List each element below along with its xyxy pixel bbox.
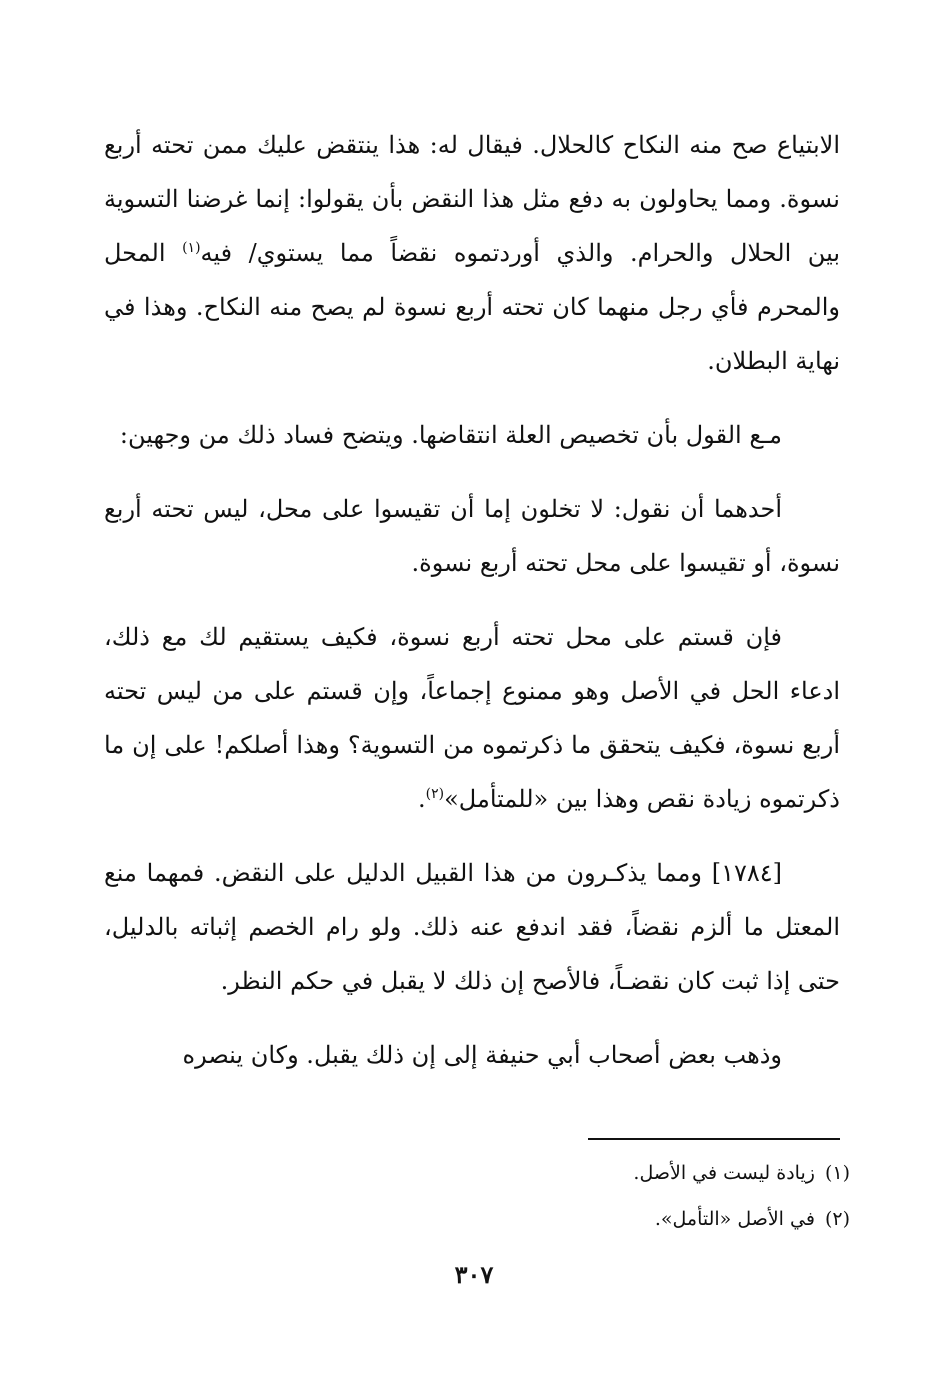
footnote-ref-1: (١) bbox=[182, 240, 201, 256]
footnote-ref-2: (٢) bbox=[425, 786, 445, 802]
footnote-1-text: زيادة ليست في الأصل. bbox=[633, 1162, 815, 1184]
paragraph-2-text: مـع القول بأن تخصيص العلة انتقاضها. ويتضح فساد ذلك من وجهين: bbox=[119, 421, 782, 449]
paragraph-1-text: الابتياع صح منه النكاح كالحلال. فيقال له: هذا ينتقض عليك ممن تحته أربع نسوة. ومما يحاولون به دفع مثل هذا النقض بأن يقولوا: إنما غرضنا التسوية بين الحلال والحرام. والذي أوردتموه نقضاً مما يستوي/ فيه bbox=[104, 131, 840, 267]
paragraph-3-text: أحدهما أن نقول: لا تخلون إما أن تقيسوا على محل، ليس تحته أربع نسوة، أو تقيسوا على محل تحته أربع نسوة. bbox=[104, 495, 840, 577]
footnote-1-number: (١) bbox=[824, 1162, 850, 1184]
paragraph-3 bbox=[104, 482, 840, 590]
footnote-2-number: (٢) bbox=[824, 1208, 850, 1230]
paragraph-4 bbox=[104, 610, 840, 826]
paragraph-6-text: وذهب بعض أصحاب أبي حنيفة إلى إن ذلك يقبل. وكان ينصره bbox=[182, 1041, 782, 1069]
paragraph-4-text: فإن قستم على محل تحته أربع نسوة، فكيف يستقيم لك مع ذلك، ادعاء الحل في الأصل وهو ممنوع إجماعاً، وإن قستم على من ليس تحته أربع نسوة، فكيف يتحقق ما ذكرتموه من التسوية؟ وهذا أصلكم! على إن ما ذكرتموه زيادة نقص وهذا بين «للمتأمل» bbox=[104, 623, 840, 813]
footnote-2 bbox=[104, 1196, 850, 1242]
footnotes bbox=[104, 1150, 850, 1242]
paragraph-5 bbox=[104, 846, 840, 1008]
footnote-1 bbox=[104, 1150, 850, 1196]
paragraph-2 bbox=[104, 408, 840, 462]
paragraph-5-text: [١٧٨٤] ومما يذكـرون من هذا القبيل الدليل على النقض. فمهما منع المعتل ما ألزم نقضاً، فقد اندفع عنه ذلك. ولو رام الخصم إثباته بالدليل، حتى إذا ثبت كان نقضـاً، فالأصح إن ذلك لا يقبل في حكم النظر. bbox=[104, 859, 840, 995]
main-text bbox=[104, 118, 840, 1102]
footnote-2-text: في الأصل «التأمل». bbox=[654, 1208, 815, 1230]
paragraph-1 bbox=[104, 118, 840, 388]
footnote-separator bbox=[588, 1138, 840, 1140]
paragraph-1-tail: المحل والمحرم فأي رجل منهما كان تحته أربع نسوة لم يصح منه النكاح. وهذا في نهاية البطلان. bbox=[104, 239, 840, 375]
paragraph-6 bbox=[104, 1028, 840, 1082]
page-number: ٣٠٧ bbox=[454, 1260, 494, 1289]
paragraph-4-tail: . bbox=[418, 785, 426, 813]
